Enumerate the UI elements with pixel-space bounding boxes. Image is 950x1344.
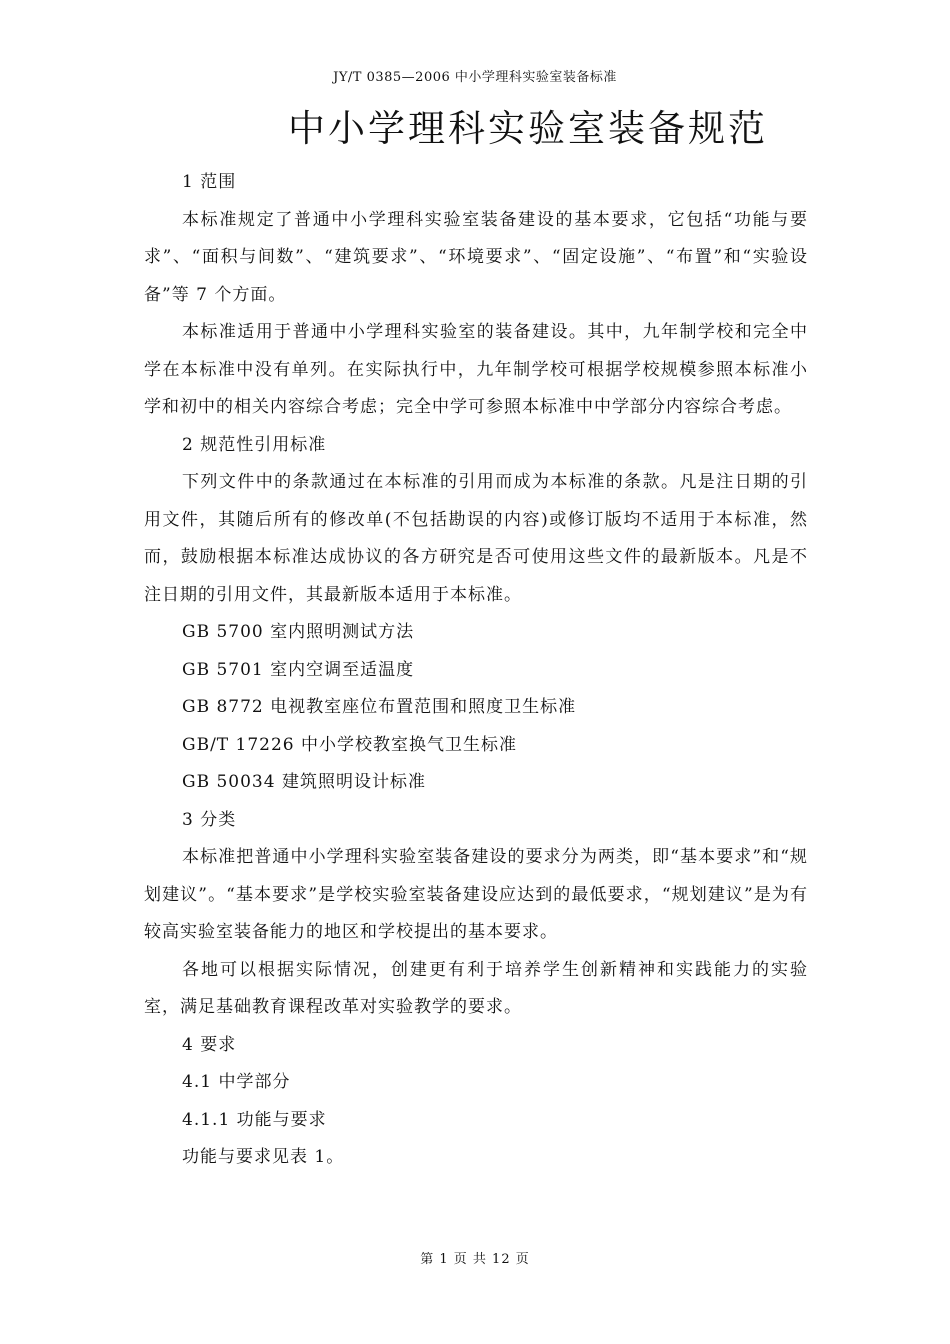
document-body (144, 164, 808, 1177)
document-title: 中小学理科实验室装备规范 (288, 107, 768, 150)
paragraph-scope-content: 本标准规定了普通中小学理科实验室装备建设的基本要求，它包括“功能与要求”、“面积与间数”、“建筑要求”、“环境要求”、“固定设施”、“布置”和“实验设备”等 7 个方面。 (144, 209, 808, 305)
paragraph-scope-applicability: 本标准适用于普通中小学理科实验室的装备建设。其中，九年制学校和完全中学在本标准中没有单列。在实际执行中，九年制学校可根据学校规模参照本标准小学和初中的相关内容综合考虑；完全中学可参照本标准中中学部分内容综合考虑。 (144, 322, 808, 417)
reference-item: GB 5700 室内照明测试方法 (182, 622, 415, 642)
subsection-heading-secondary: 4.1 中学部分 (182, 1072, 291, 1092)
reference-item: GB/T 17226 中小学校教室换气卫生标准 (182, 734, 518, 755)
page-footer: 第 1 页 共 12 页 (420, 1252, 530, 1267)
reference-item: GB 50034 建筑照明设计标准 (182, 772, 426, 792)
reference-item: GB 8772 电视教室座位布置范围和照度卫生标准 (182, 697, 577, 717)
paragraph-classification: 本标准把普通中小学理科实验室装备建设的要求分为两类，即“基本要求”和“规划建议”。“基本要求”是学校实验室装备建设应达到的最低要求，“规划建议”是为有较高实验室装备能力的地区和学校提出的基本要求。 (144, 847, 808, 942)
section-heading-requirements: 4 要求 (182, 1034, 237, 1055)
paragraph-see-table: 功能与要求见表 1。 (182, 1147, 345, 1167)
section-heading-classification: 3 分类 (182, 809, 237, 830)
section-heading-normative-references: 2 规范性引用标准 (182, 434, 327, 455)
paragraph-local-implementation: 各地可以根据实际情况，创建更有利于培养学生创新精神和实践能力的实验室，满足基础教育课程改革对实验教学的要求。 (144, 959, 808, 1017)
section-heading-scope: 1 范围 (182, 172, 237, 192)
subsection-heading-function: 4.1.1 功能与要求 (182, 1109, 327, 1130)
paragraph-normative-references: 下列文件中的条款通过在本标准的引用而成为本标准的条款。凡是注日期的引用文件，其随后所有的修改单(不包括勘误的内容)或修订版均不适用于本标准，然而，鼓励根据本标准达成协议的各方研究是否可使用这些文件的最新版本。凡是不注日期的引用文件，其最新版本适用于本标准。 (144, 472, 808, 605)
page-header: JY/T 0385—2006 中小学理科实验室装备标准 (333, 70, 617, 85)
reference-item: GB 5701 室内空调至适温度 (182, 659, 415, 680)
